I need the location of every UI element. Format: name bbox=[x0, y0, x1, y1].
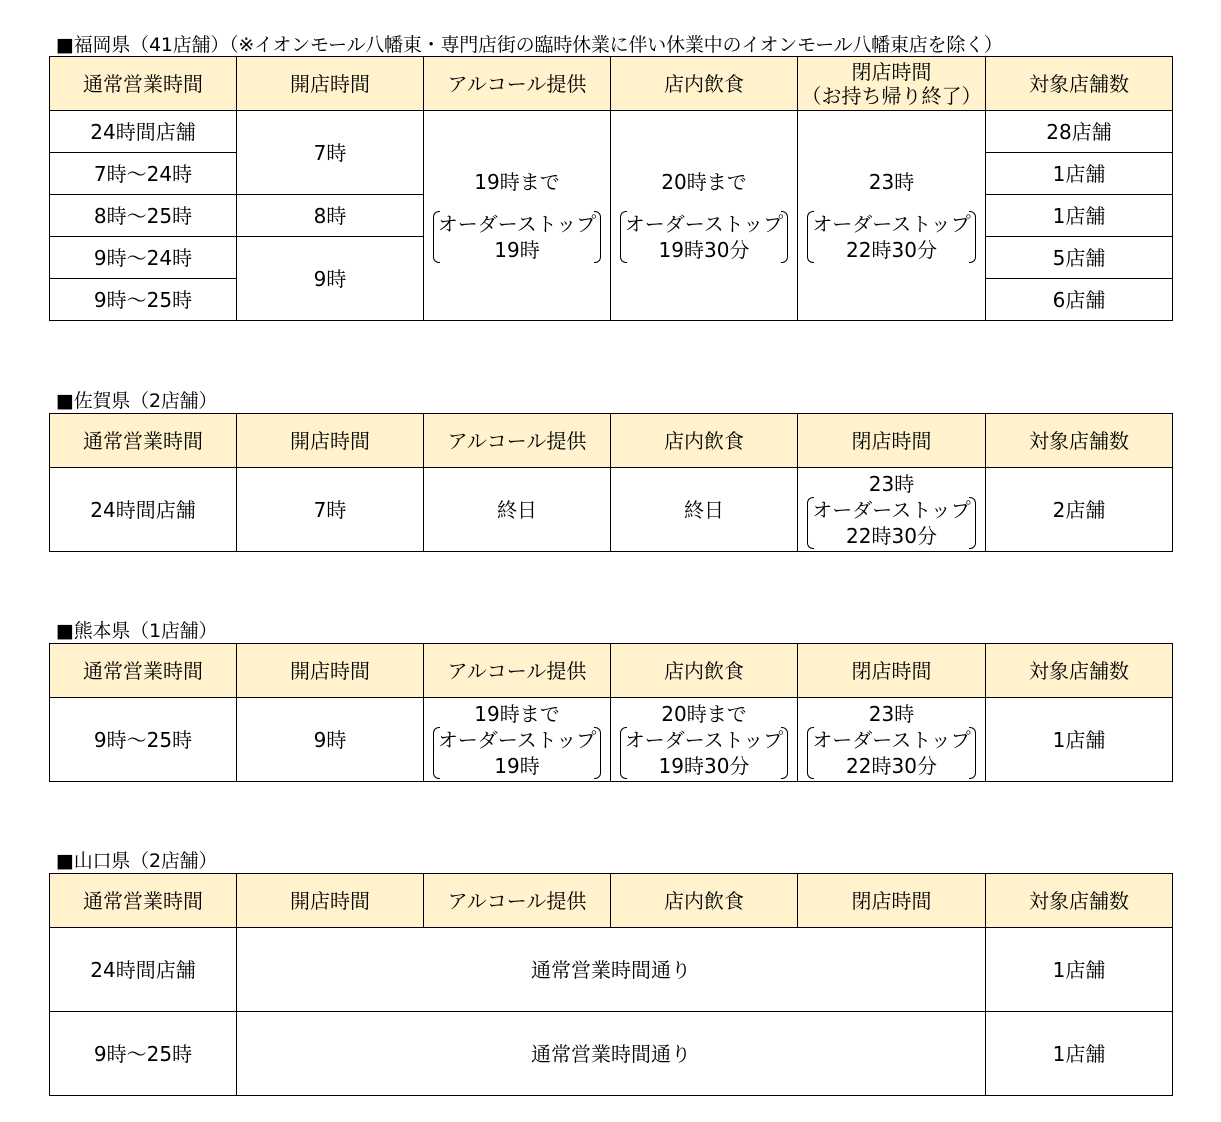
header-dining: 店内飲食 bbox=[611, 414, 798, 468]
stores-cell: 1店舗 bbox=[986, 698, 1173, 782]
stores-cell: 1店舗 bbox=[986, 195, 1173, 237]
table-row bbox=[50, 1012, 1173, 1096]
hours-cell: 24時間店舗 bbox=[50, 928, 237, 1012]
order-stop-label: オーダーストップ bbox=[624, 727, 784, 752]
open-cell: 7時 bbox=[237, 111, 424, 195]
hours-cell: 9時～25時 bbox=[50, 698, 237, 782]
order-stop-label: オーダーストップ bbox=[437, 211, 597, 236]
saga-title: ■佐賀県（2店舗） bbox=[56, 390, 218, 412]
alcohol-cell: 終日 bbox=[424, 468, 611, 552]
close-order-stop bbox=[807, 727, 975, 779]
header-stores: 対象店舗数 bbox=[986, 874, 1173, 928]
table-header-row bbox=[50, 644, 1173, 698]
header-open: 開店時間 bbox=[237, 874, 424, 928]
dining-cell bbox=[611, 698, 798, 782]
open-cell: 9時 bbox=[237, 698, 424, 782]
hours-cell: 9時～25時 bbox=[50, 279, 237, 321]
alcohol-cell bbox=[424, 698, 611, 782]
order-stop-time: 22時30分 bbox=[846, 237, 937, 262]
header-dining: 店内飲食 bbox=[611, 874, 798, 928]
hours-cell: 24時間店舗 bbox=[50, 111, 237, 153]
dining-order-stop bbox=[620, 727, 788, 779]
header-dining: 店内飲食 bbox=[611, 57, 798, 111]
stores-cell: 28店舗 bbox=[986, 111, 1173, 153]
alcohol-until: 19時まで bbox=[474, 701, 560, 726]
header-close-line2: （お持ち帰り終了） bbox=[801, 83, 982, 108]
stores-cell: 1店舗 bbox=[986, 928, 1173, 1012]
close-time: 23時 bbox=[868, 471, 915, 496]
dining-until: 20時まで bbox=[661, 701, 747, 726]
header-alcohol: アルコール提供 bbox=[424, 644, 611, 698]
yamaguchi-title: ■山口県（2店舗） bbox=[56, 850, 218, 872]
table-row bbox=[50, 111, 1173, 153]
table-row bbox=[50, 698, 1173, 782]
header-open: 開店時間 bbox=[237, 644, 424, 698]
kumamoto-title: ■熊本県（1店舗） bbox=[56, 620, 218, 642]
header-close: 閉店時間 bbox=[798, 414, 986, 468]
order-stop-time: 19時 bbox=[494, 753, 540, 778]
order-stop-time: 19時30分 bbox=[658, 237, 750, 262]
fukuoka-table bbox=[49, 56, 1173, 321]
dining-cell: 終日 bbox=[611, 468, 798, 552]
hours-cell: 8時～25時 bbox=[50, 195, 237, 237]
header-stores: 対象店舗数 bbox=[986, 57, 1173, 111]
header-close: 閉店時間 bbox=[798, 644, 986, 698]
header-close-line1: 閉店時間 bbox=[851, 59, 932, 84]
order-stop-time: 19時30分 bbox=[658, 753, 750, 778]
close-cell bbox=[798, 111, 986, 321]
note-cell: 通常営業時間通り bbox=[237, 1012, 986, 1096]
header-stores: 対象店舗数 bbox=[986, 644, 1173, 698]
order-stop-time: 19時 bbox=[494, 237, 540, 262]
close-cell bbox=[798, 698, 986, 782]
close-order-stop bbox=[807, 497, 975, 549]
hours-cell: 24時間店舗 bbox=[50, 468, 237, 552]
header-close: 閉店時間 bbox=[798, 874, 986, 928]
dining-cell bbox=[611, 111, 798, 321]
order-stop-time: 22時30分 bbox=[846, 523, 937, 548]
hours-cell: 9時～25時 bbox=[50, 1012, 237, 1096]
dining-order-stop bbox=[620, 211, 788, 263]
header-alcohol: アルコール提供 bbox=[424, 414, 611, 468]
order-stop-label: オーダーストップ bbox=[812, 211, 971, 236]
alcohol-order-stop bbox=[433, 727, 601, 779]
table-header-row bbox=[50, 414, 1173, 468]
header-close-takeout bbox=[798, 57, 986, 111]
open-cell: 9時 bbox=[237, 237, 424, 321]
header-alcohol: アルコール提供 bbox=[424, 57, 611, 111]
saga-table bbox=[49, 413, 1173, 552]
header-hours: 通常営業時間 bbox=[50, 57, 237, 111]
hours-cell: 7時～24時 bbox=[50, 153, 237, 195]
dining-until: 20時まで bbox=[661, 169, 747, 194]
fukuoka-title: ■福岡県（41店舗）（※イオンモール八幡東・専門店街の臨時休業に伴い休業中のイオンモール八幡東店を除く） bbox=[56, 34, 1003, 56]
alcohol-order-stop bbox=[433, 211, 601, 263]
header-stores: 対象店舗数 bbox=[986, 414, 1173, 468]
order-stop-label: オーダーストップ bbox=[437, 727, 597, 752]
close-order-stop bbox=[807, 211, 975, 263]
stores-cell: 1店舗 bbox=[986, 153, 1173, 195]
close-cell bbox=[798, 468, 986, 552]
table-row bbox=[50, 928, 1173, 1012]
open-cell: 8時 bbox=[237, 195, 424, 237]
yamaguchi-table bbox=[49, 873, 1173, 1096]
header-alcohol: アルコール提供 bbox=[424, 874, 611, 928]
header-hours: 通常営業時間 bbox=[50, 874, 237, 928]
order-stop-label: オーダーストップ bbox=[624, 211, 784, 236]
alcohol-until: 19時まで bbox=[474, 169, 560, 194]
table-row bbox=[50, 468, 1173, 552]
hours-cell: 9時～24時 bbox=[50, 237, 237, 279]
close-time: 23時 bbox=[868, 169, 915, 194]
note-cell: 通常営業時間通り bbox=[237, 928, 986, 1012]
stores-cell: 1店舗 bbox=[986, 1012, 1173, 1096]
header-dining: 店内飲食 bbox=[611, 644, 798, 698]
table-header-row bbox=[50, 57, 1173, 111]
table-header-row bbox=[50, 874, 1173, 928]
header-open: 開店時間 bbox=[237, 57, 424, 111]
order-stop-label: オーダーストップ bbox=[812, 497, 971, 522]
close-time: 23時 bbox=[868, 701, 915, 726]
kumamoto-table bbox=[49, 643, 1173, 782]
header-hours: 通常営業時間 bbox=[50, 414, 237, 468]
header-hours: 通常営業時間 bbox=[50, 644, 237, 698]
stores-cell: 2店舗 bbox=[986, 468, 1173, 552]
order-stop-time: 22時30分 bbox=[846, 753, 937, 778]
stores-cell: 5店舗 bbox=[986, 237, 1173, 279]
header-open: 開店時間 bbox=[237, 414, 424, 468]
open-cell: 7時 bbox=[237, 468, 424, 552]
stores-cell: 6店舗 bbox=[986, 279, 1173, 321]
order-stop-label: オーダーストップ bbox=[812, 727, 971, 752]
alcohol-cell bbox=[424, 111, 611, 321]
